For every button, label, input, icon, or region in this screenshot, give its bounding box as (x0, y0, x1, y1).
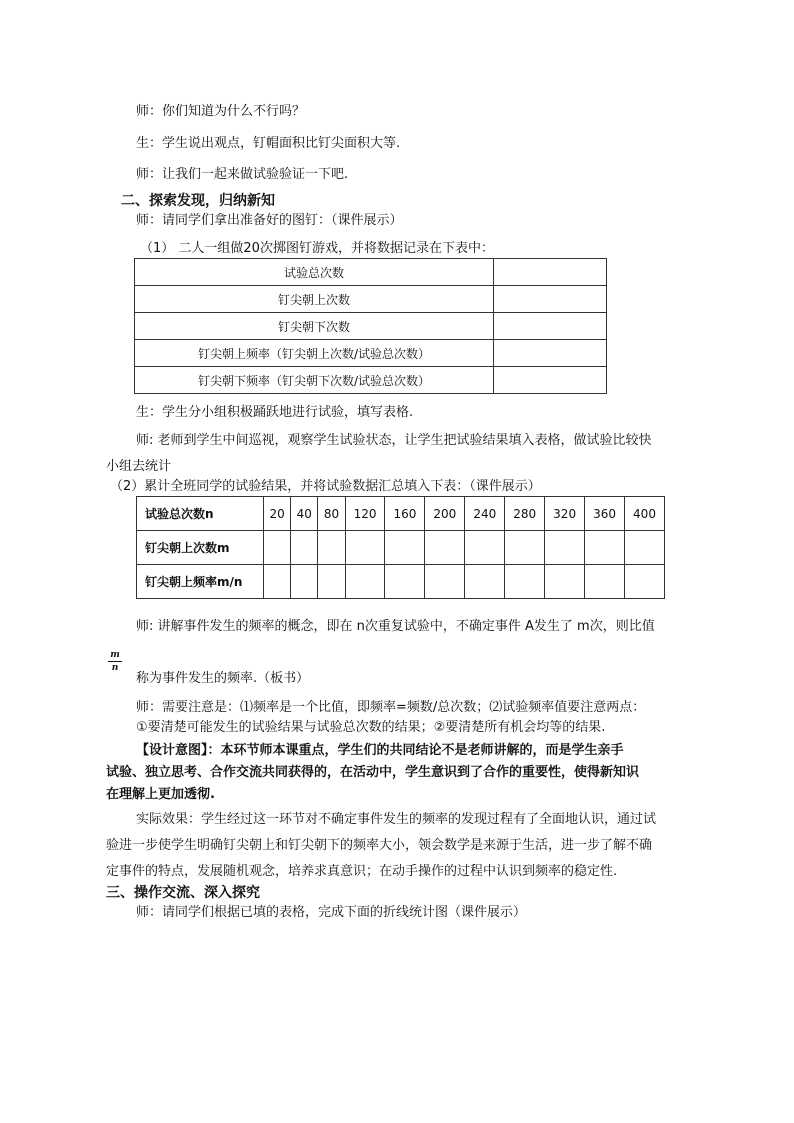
table2-col-value: 360 (585, 497, 625, 531)
table1-cell (494, 313, 607, 340)
table2-cell (505, 565, 545, 599)
line-teacher-question: 师：你们知道为什么不行吗？ (136, 104, 306, 119)
table2-cell (425, 531, 465, 565)
table2-cell (318, 531, 345, 565)
table2-cell (385, 531, 425, 565)
table-pin-toss-20 (134, 258, 607, 394)
table2-col-value: 160 (385, 497, 425, 531)
line-student-groups: 生：学生分小组积极踊跃地进行试验，填写表格. (136, 405, 414, 420)
table2-cell (425, 565, 465, 599)
table1-row-label: 试验总次数 (135, 259, 494, 286)
line-design-intent-2: 试验、独立思考、合作交流共同获得的，在活动中，学生意识到了合作的重要性，使得新知识 (106, 765, 640, 780)
line-line-chart-task: 师：请同学们根据已填的表格，完成下面的折线统计图（课件展示） (136, 905, 527, 920)
line-design-intent-3: 在理解上更加透彻. (106, 787, 215, 802)
table2-cell (291, 565, 318, 599)
table2-cell (505, 531, 545, 565)
table2-cell (545, 531, 585, 565)
line-task-2: （2）累计全班同学的试验结果，并将试验数据汇总填入下表：（课件展示） (110, 479, 541, 494)
table2-cell (625, 531, 665, 565)
table2-row-head: 钉尖朝上次数m (137, 531, 264, 565)
section-3-heading: 三、操作交流、深入探究 (106, 885, 260, 901)
table2-cell (465, 531, 505, 565)
table2-cell (264, 565, 291, 599)
line-task-1: （1） 二人一组做20次掷图钉游戏，并将数据记录在下表中： (140, 241, 494, 256)
table2-col-value: 400 (625, 497, 665, 531)
table-class-results (136, 496, 665, 599)
table2-col-value: 320 (545, 497, 585, 531)
line-teacher-pins: 师：请同学们拿出准备好的图钉：（课件展示） (136, 213, 403, 228)
fraction-numerator: m (110, 650, 120, 660)
line-design-intent-1: 【设计意图】：本环节师本课重点，学生们的共同结论不是老师讲解的，而是学生亲手 (136, 743, 624, 758)
table2-col-value: 20 (264, 497, 291, 531)
line-frequency-definition: 称为事件发生的频率.（板书） (136, 671, 310, 686)
table2-cell (465, 565, 505, 599)
table1-cell (494, 340, 607, 367)
table2-row-head: 试验总次数n (137, 497, 264, 531)
section-2-heading: 二、探索发现，归纳新知 (121, 193, 275, 209)
table1-cell (494, 367, 607, 394)
line-frequency-concept: 师: 讲解事件发生的频率的概念，即在 n次重复试验中，不确定事件 A发生了 m次，则比值 (136, 619, 655, 634)
line-teacher-experiment: 师：让我们一起来做试验验证一下吧. (136, 167, 349, 182)
table1-row-label: 钉尖朝上次数 (135, 286, 494, 313)
fraction-denominator: n (111, 663, 119, 673)
table2-col-value: 40 (291, 497, 318, 531)
table2-cell (585, 531, 625, 565)
table2-col-value: 240 (465, 497, 505, 531)
fraction-m-over-n (108, 650, 122, 673)
table2-col-value: 80 (318, 497, 345, 531)
table2-cell (291, 531, 318, 565)
line-teacher-patrol-2: 小组去统计 (106, 459, 172, 474)
table1-cell (494, 286, 607, 313)
line-actual-effect-1: 实际效果：学生经过这一环节对不确定事件发生的频率的发现过程有了全面地认识，通过试 (136, 812, 657, 827)
table2-row-head: 钉尖朝上频率m/n (137, 565, 264, 599)
fraction-bar (108, 661, 122, 662)
table1-row-label: 钉尖朝下次数 (135, 313, 494, 340)
line-notes-2: ①要清楚可能发生的试验结果与试验总次数的结果；②要清楚所有机会均等的结果. (136, 720, 606, 735)
line-student-view: 生：学生说出观点，钉帽面积比钉尖面积大等. (136, 136, 401, 151)
line-teacher-patrol-1: 师: 老师到学生中间巡视，观察学生试验状态，让学生把试验结果填入表格，做试验比较快 (136, 433, 652, 448)
table2-cell (345, 531, 385, 565)
line-actual-effect-2: 验进一步使学生明确钉尖朝上和钉尖朝下的频率大小，领会数学是来源于生活，进一步了解不确 (106, 838, 653, 853)
table2-cell (545, 565, 585, 599)
table2-cell (318, 565, 345, 599)
line-actual-effect-3: 定事件的特点，发展随机观念，培养求真意识；在动手操作的过程中认识到频率的稳定性. (106, 864, 618, 879)
table1-row-label: 钉尖朝上频率（钉尖朝上次数/试验总次数） (135, 340, 494, 367)
line-notes-1: 师：需要注意是：⑴频率是一个比值，即频率=频数/总次数；⑵试验频率值要注意两点： (136, 700, 646, 715)
table2-cell (385, 565, 425, 599)
table2-cell (345, 565, 385, 599)
table2-col-value: 280 (505, 497, 545, 531)
table1-row-label: 钉尖朝下频率（钉尖朝下次数/试验总次数） (135, 367, 494, 394)
table1-cell (494, 259, 607, 286)
table2-cell (625, 565, 665, 599)
table2-col-value: 200 (425, 497, 465, 531)
table2-col-value: 120 (345, 497, 385, 531)
table2-cell (585, 565, 625, 599)
table2-cell (264, 531, 291, 565)
